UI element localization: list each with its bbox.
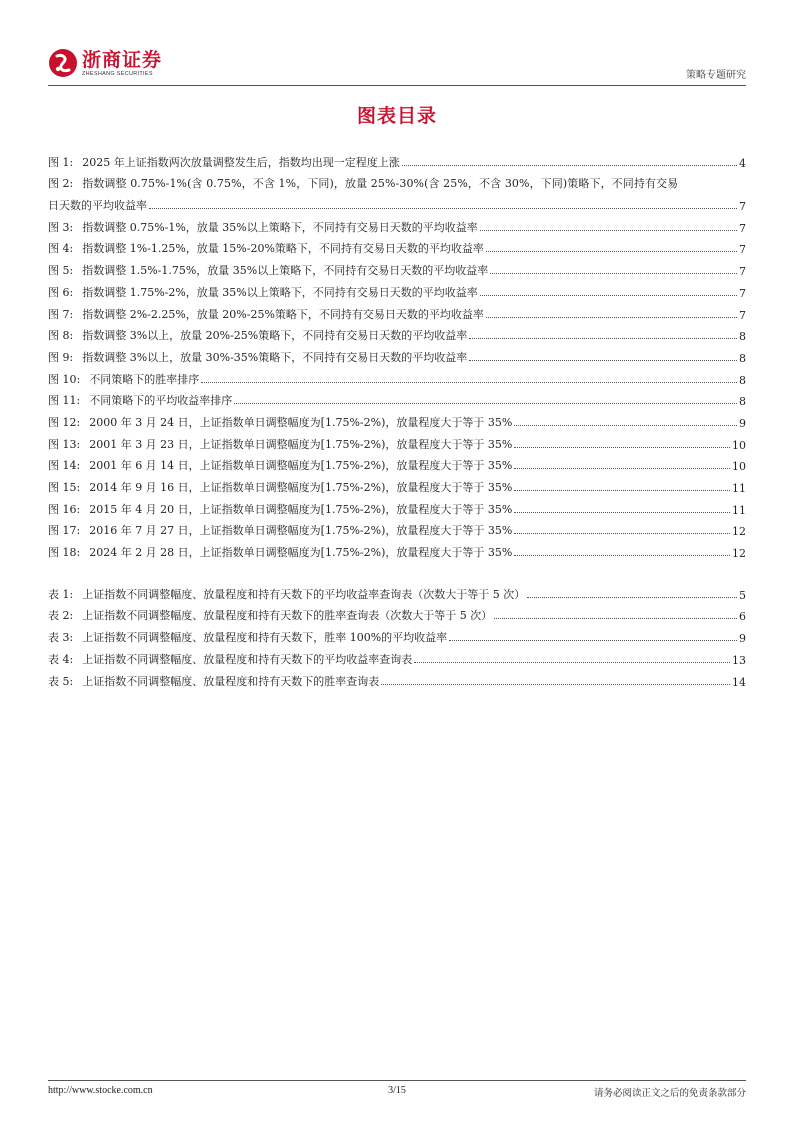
toc-entry-title: 2000 年 3 月 24 日，上证指数单日调整幅度为[1.75%-2%)，放量程度大于等于 35% — [89, 415, 513, 429]
toc-entry-page: 9 — [739, 416, 746, 430]
report-type-label: 策略专题研究 — [686, 70, 746, 81]
toc-entry[interactable] — [48, 538, 746, 560]
toc-entry-page: 7 — [739, 286, 746, 300]
toc-entry-page: 7 — [739, 265, 746, 279]
toc-leader-dots — [486, 317, 737, 318]
page-title: 图表目录 — [356, 105, 437, 127]
toc-entry-page: 4 — [739, 156, 746, 170]
toc-leader-dots — [514, 490, 730, 491]
toc-entry-label: 图 14: — [48, 459, 81, 473]
toc-entry-page: 10 — [732, 438, 746, 452]
toc-entry-page: 7 — [739, 221, 746, 235]
toc-entry-label: 图 10: — [48, 372, 81, 386]
toc-entry-label: 图 2: — [48, 177, 74, 191]
toc-entry-title: 上证指数不同调整幅度、放量程度和持有天数下的胜率查询表 — [82, 674, 380, 688]
toc-entry-page: 11 — [732, 503, 746, 517]
toc-entry-title: 2024 年 2 月 28 日，上证指数单日调整幅度为[1.75%-2%)，放量程度大于等于 35% — [89, 546, 513, 560]
toc-entry-title: 指数调整 0.75%-1%，放量 35%以上策略下，不同持有交易日天数的平均收益率 — [82, 220, 478, 234]
toc-entry[interactable] — [48, 170, 746, 192]
table-of-figures — [48, 148, 746, 689]
toc-entry-title: 指数调整 1.75%-2%，放量 35%以上策略下，不同持有交易日天数的平均收益率 — [82, 285, 478, 299]
toc-entry-page: 7 — [739, 200, 746, 214]
toc-entry-label: 表 2: — [48, 609, 74, 623]
toc-entry[interactable] — [48, 452, 746, 474]
toc-entry-page: 13 — [732, 653, 746, 667]
toc-entry-title: 上证指数不同调整幅度、放量程度和持有天数下的平均收益率查询表 — [82, 652, 413, 666]
toc-leader-dots — [469, 360, 737, 361]
toc-leader-dots — [486, 251, 737, 252]
toc-entry[interactable] — [48, 430, 746, 452]
toc-entry-label: 图 6: — [48, 285, 74, 299]
toc-leader-dots — [527, 597, 737, 598]
toc-entry-title: 上证指数不同调整幅度、放量程度和持有天数下的胜率查询表（次数大于等于 5 次） — [82, 609, 493, 623]
page-number: 3/15 — [388, 1085, 406, 1096]
toc-leader-dots — [402, 165, 737, 166]
toc-leader-dots — [514, 533, 730, 534]
toc-entry-page: 10 — [732, 460, 746, 474]
toc-entry-page: 5 — [739, 588, 746, 602]
toc-entry-title: 2015 年 4 月 20 日，上证指数单日调整幅度为[1.75%-2%)，放量程度大于等于 35% — [89, 502, 513, 516]
disclaimer-notice: 请务必阅读正文之后的免责条款部分 — [593, 1088, 746, 1099]
brand-name-en: ZHESHANG SECURITIES — [82, 70, 153, 77]
toc-entry-page: 9 — [739, 632, 746, 646]
toc-entry-label: 表 1: — [48, 587, 74, 601]
header-divider — [48, 85, 746, 86]
toc-entry-label: 图 9: — [48, 350, 74, 364]
toc-leader-dots — [490, 273, 737, 274]
toc-entry-label: 图 1: — [48, 155, 74, 169]
toc-entry-label: 图 12: — [48, 415, 81, 429]
toc-section-gap — [48, 560, 746, 580]
toc-entry[interactable] — [48, 495, 746, 517]
toc-entry-label: 图 11: — [48, 394, 81, 408]
toc-entry-page: 12 — [732, 525, 746, 539]
toc-entry[interactable] — [48, 322, 746, 344]
toc-entry-label: 图 17: — [48, 524, 81, 538]
toc-entry-title: 2001 年 3 月 23 日，上证指数单日调整幅度为[1.75%-2%)，放量程度大于等于 35% — [89, 437, 513, 451]
toc-entry[interactable] — [48, 278, 746, 300]
toc-entry-label: 图 16: — [48, 502, 81, 516]
toc-entry-title: 2016 年 7 月 27 日，上证指数单日调整幅度为[1.75%-2%)，放量程度大于等于 35% — [89, 524, 513, 538]
toc-entry-label: 图 7: — [48, 307, 74, 321]
brand-name-cn: 浙商证券 — [82, 48, 163, 71]
toc-leader-dots — [201, 382, 737, 383]
toc-entry-title: 指数调整 1%-1.25%，放量 15%-20%策略下，不同持有交易日天数的平均收益率 — [82, 242, 484, 256]
toc-entry-label: 图 5: — [48, 264, 74, 278]
toc-entry-title: 指数调整 1.5%-1.75%，放量 35%以上策略下，不同持有交易日天数的平均收益率 — [82, 264, 489, 278]
toc-entry-continuation[interactable] — [48, 191, 746, 213]
toc-entry-title: 上证指数不同调整幅度、放量程度和持有天数下的平均收益率查询表（次数大于等于 5 次） — [82, 587, 526, 601]
toc-entry-title: 不同策略下的平均收益率排序 — [89, 394, 233, 408]
page-header — [48, 48, 746, 84]
toc-entry-label: 表 3: — [48, 631, 74, 645]
toc-entry-page: 11 — [732, 482, 746, 495]
brand-logo — [48, 48, 162, 78]
toc-entry-page: 8 — [739, 351, 746, 365]
toc-entry[interactable] — [48, 300, 746, 322]
toc-entry[interactable] — [48, 473, 746, 495]
toc-entry-label: 图 3: — [48, 220, 74, 234]
toc-entry[interactable] — [48, 580, 746, 602]
toc-entry-label: 表 4: — [48, 652, 74, 666]
toc-entry-title: 不同策略下的胜率排序 — [89, 372, 200, 386]
toc-entry-label: 图 4: — [48, 242, 74, 256]
toc-entry[interactable] — [48, 365, 746, 387]
zheshang-logo-icon — [48, 48, 78, 78]
toc-entry-label: 表 5: — [48, 674, 74, 688]
toc-entry[interactable] — [48, 213, 746, 235]
toc-leader-dots — [514, 425, 737, 426]
toc-entry[interactable] — [48, 645, 746, 667]
toc-entry-page: 6 — [739, 610, 746, 624]
toc-entry[interactable] — [48, 235, 746, 257]
toc-leader-dots — [514, 468, 730, 469]
toc-entry-title: 2025 年上证指数两次放量调整发生后，指数均出现一定程度上涨 — [82, 155, 400, 169]
toc-entry-label: 图 15: — [48, 481, 81, 494]
toc-leader-dots — [480, 295, 737, 296]
toc-entry[interactable] — [48, 517, 746, 539]
toc-leader-dots — [234, 403, 737, 404]
toc-entry-title: 指数调整 0.75%-1%(含 0.75%，不含 1%，下同)，放量 25%-30%(含 25%，不含 30%，下同)策略下，不同持有交易 — [82, 177, 679, 191]
toc-entry[interactable] — [48, 387, 746, 409]
toc-leader-dots — [381, 684, 730, 685]
toc-entry-title: 上证指数不同调整幅度、放量程度和持有天数下，胜率 100%的平均收益率 — [82, 631, 448, 645]
toc-leader-dots — [480, 230, 737, 231]
toc-leader-dots — [449, 640, 737, 641]
toc-entry-title: 2014 年 9 月 16 日，上证指数单日调整幅度为[1.75%-2%)，放量程度大于等于 35% — [89, 481, 513, 494]
toc-entry[interactable] — [48, 602, 746, 624]
toc-leader-dots — [494, 618, 737, 619]
toc-entry-title: 指数调整 3%以上，放量 20%-25%策略下，不同持有交易日天数的平均收益率 — [82, 329, 468, 343]
toc-entry-page: 7 — [739, 308, 746, 322]
toc-entry-page: 8 — [739, 330, 746, 344]
footer-url[interactable]: http://www.stocke.com.cn — [48, 1085, 153, 1096]
toc-entry-page: 8 — [739, 373, 746, 387]
toc-leader-dots — [469, 338, 737, 339]
toc-entry-page: 12 — [732, 547, 746, 561]
toc-entry-title: 2001 年 6 月 14 日，上证指数单日调整幅度为[1.75%-2%)，放量程度大于等于 35% — [89, 459, 513, 473]
toc-entry[interactable] — [48, 148, 746, 170]
toc-entry-title: 指数调整 3%以上，放量 30%-35%策略下，不同持有交易日天数的平均收益率 — [82, 350, 468, 364]
toc-leader-dots — [414, 662, 730, 663]
toc-entry-page: 14 — [732, 675, 746, 689]
toc-leader-dots — [514, 512, 730, 513]
footer-divider — [48, 1080, 746, 1081]
toc-leader-dots — [514, 447, 730, 448]
toc-entry[interactable] — [48, 343, 746, 365]
toc-leader-dots — [149, 208, 737, 209]
toc-entry-label: 图 13: — [48, 437, 81, 451]
toc-leader-dots — [514, 555, 730, 556]
toc-entry[interactable] — [48, 256, 746, 278]
toc-entry-title: 指数调整 2%-2.25%，放量 20%-25%策略下，不同持有交易日天数的平均收益率 — [82, 307, 484, 321]
toc-entry[interactable] — [48, 623, 746, 645]
toc-entry-page: 7 — [739, 243, 746, 257]
toc-entry-page: 8 — [739, 395, 746, 409]
toc-entry[interactable] — [48, 667, 746, 689]
toc-entry-label: 图 8: — [48, 329, 74, 343]
toc-entry-label: 图 18: — [48, 546, 81, 560]
toc-entry-title-cont: 日天数的平均收益率 — [48, 199, 147, 213]
toc-entry[interactable] — [48, 408, 746, 430]
